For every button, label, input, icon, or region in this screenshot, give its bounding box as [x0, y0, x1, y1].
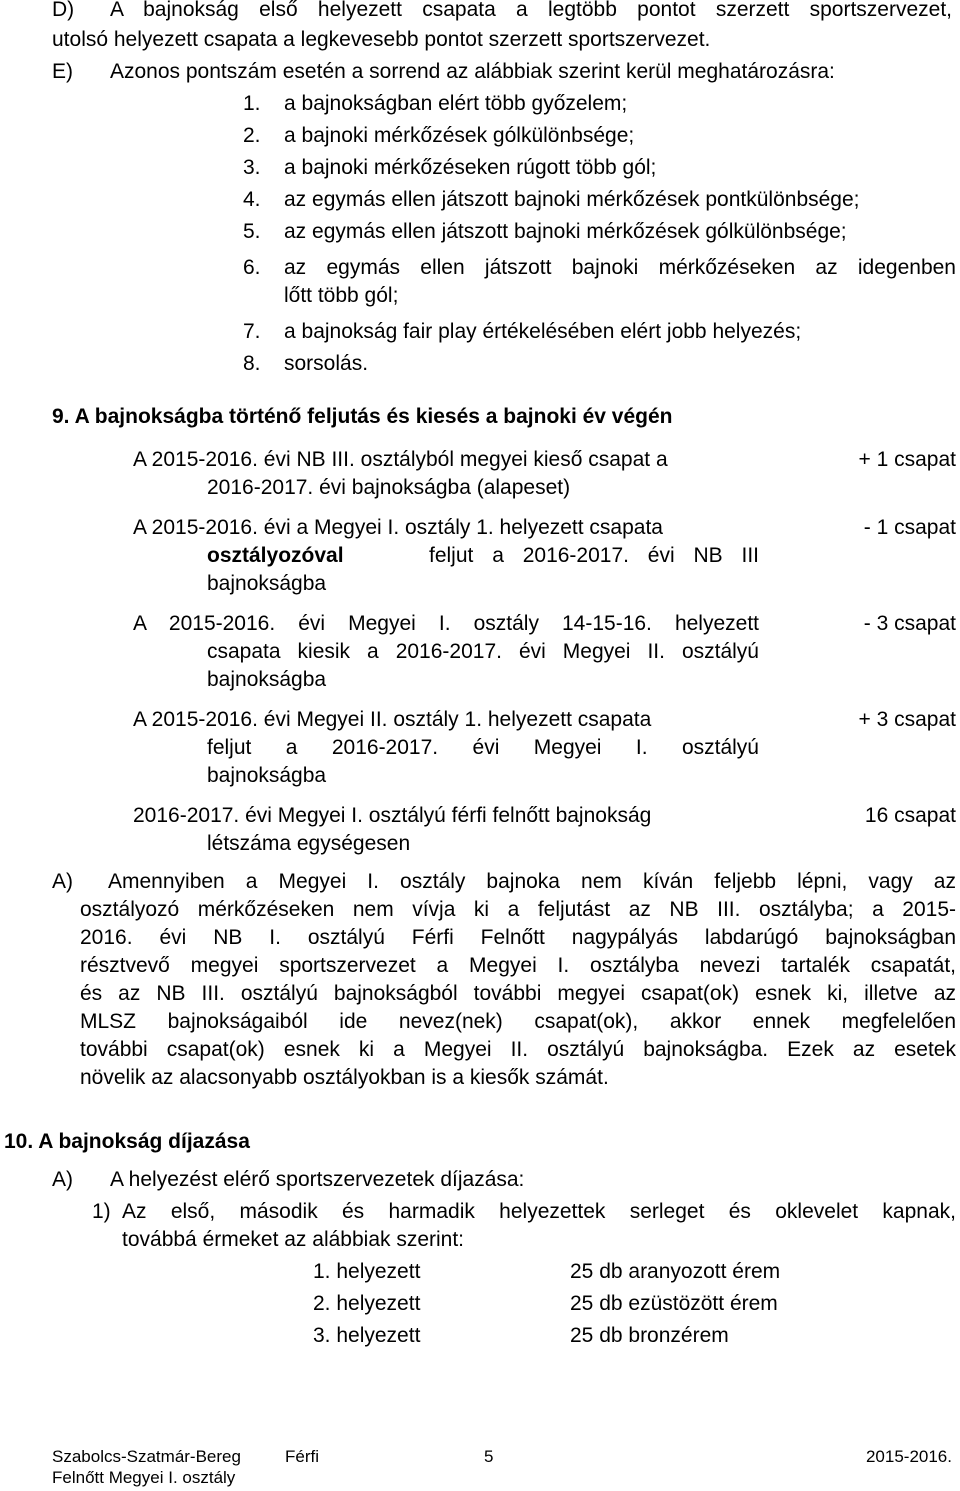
medal-award: 25 db ezüstözött érem — [570, 1292, 778, 1315]
transfer-row-line1: A 2015-2016. évi NB III. osztályból megyei kieső csapat a — [133, 448, 668, 471]
awards-item-line2: továbbá érmeket az alábbiak szerint: — [122, 1228, 465, 1251]
tiebreak-text: a bajnoki mérkőzéseken rúgott több gól; — [284, 156, 657, 179]
clause-a-line: 2016. évi NB I. osztályú Férfi Felnőtt nagypályás labdarúgó bajnokságban — [80, 926, 956, 949]
tiebreak-text: a bajnoki mérkőzések gólkülönbsége; — [284, 124, 635, 147]
transfer-row-value: - 3 csapat — [863, 612, 956, 635]
footer-gender: Férfi — [285, 1447, 319, 1466]
clause-e-text: Azonos pontszám esetén a sorrend az alábbiak szerint kerül meghatározásra: — [110, 60, 835, 83]
medal-place: 2. helyezett — [313, 1292, 421, 1315]
transfer-row-value: - 1 csapat — [863, 516, 956, 539]
clause-d-label: D) — [52, 0, 75, 21]
footer-season: 2015-2016. — [865, 1447, 952, 1466]
transfer-row-line2-rest: feljut a 2016-2017. évi NB III — [410, 544, 759, 567]
medal-place: 1. helyezett — [313, 1260, 421, 1283]
transfer-row-line1: 2016-2017. évi Megyei I. osztályú férfi felnőtt bajnokság — [133, 804, 652, 827]
tiebreak-num: 1. — [243, 92, 261, 115]
clause-a-line: MLSZ bajnokságaiból ide nevez(nek) csapat(ok), akkor ennek megfelelően — [80, 1010, 956, 1033]
transfer-row-line2: 2016-2017. évi bajnokságba (alapeset) — [207, 476, 571, 499]
transfer-row-line2: feljut a 2016-2017. évi Megyei I. osztályú — [207, 736, 759, 759]
tiebreak-num: 6. — [243, 256, 261, 279]
tiebreak-text: az egymás ellen játszott bajnoki mérkőzések gólkülönbsége; — [284, 220, 847, 243]
transfer-row-line2 — [207, 542, 759, 570]
tiebreak-text: sorsolás. — [284, 352, 369, 375]
clause-e-label: E) — [52, 60, 73, 83]
section-10-heading: 10. A bajnokság díjazása — [4, 1130, 250, 1153]
clause-a-line: résztvevő megyei sportszervezet a Megyei I. osztályba nevezi tartalék csapatát, — [80, 954, 956, 977]
tiebreak-num: 4. — [243, 188, 261, 211]
transfer-row-line3: bajnokságba — [207, 764, 327, 787]
bold-term: osztályozóval — [207, 544, 344, 567]
clause-a-line: Amennyiben a Megyei I. osztály bajnoka nem kíván feljebb lépni, vagy az — [108, 870, 956, 893]
tiebreak-text: az egymás ellen játszott bajnoki mérkőzések pontkülönbsége; — [284, 188, 860, 211]
tiebreak-num: 5. — [243, 220, 261, 243]
transfer-row-line1: A 2015-2016. évi a Megyei I. osztály 1. helyezett csapata — [133, 516, 663, 539]
tiebreak-text: az egymás ellen játszott bajnoki mérkőzéseken az idegenben — [284, 256, 956, 279]
awards-item-line1: Az első, második és harmadik helyezettek serleget és oklevelet kapnak, — [122, 1200, 956, 1223]
tiebreak-text: a bajnokságban elért több győzelem; — [284, 92, 628, 115]
tiebreak-num: 2. — [243, 124, 261, 147]
tiebreak-text: a bajnokság fair play értékelésében elért jobb helyezés; — [284, 320, 802, 343]
tiebreak-num: 8. — [243, 352, 261, 375]
transfer-row-line3: bajnokságba — [207, 668, 327, 691]
clause-d-line2: utolsó helyezett csapata a legkevesebb pontot szerzett sportszervezet. — [52, 28, 711, 51]
medal-place: 3. helyezett — [313, 1324, 421, 1347]
medal-award: 25 db bronzérem — [570, 1324, 729, 1347]
transfer-row-line1: A 2015-2016. évi Megyei II. osztály 1. helyezett csapata — [133, 708, 652, 731]
footer-page-number: 5 — [484, 1447, 494, 1466]
tiebreak-num: 3. — [243, 156, 261, 179]
tiebreak-text-cont: lőtt több gól; — [284, 284, 399, 307]
clause-d-line1: A bajnokság első helyezett csapata a legtöbb pontot szerzett sportszervezet, — [110, 0, 952, 21]
transfer-row-line2: létszáma egységesen — [207, 832, 411, 855]
transfer-row-value: + 1 csapat — [858, 448, 956, 471]
clause-a-line: növelik az alacsonyabb osztályokban is a kiesők számát. — [80, 1066, 609, 1089]
transfer-row-line3: bajnokságba — [207, 572, 327, 595]
footer-league: Felnőtt Megyei I. osztály — [52, 1468, 236, 1487]
clause-a-label: A) — [52, 870, 73, 893]
tiebreak-num: 7. — [243, 320, 261, 343]
medal-award: 25 db aranyozott érem — [570, 1260, 781, 1283]
footer-county: Szabolcs-Szatmár-Bereg — [52, 1447, 241, 1466]
awards-a-label: A) — [52, 1168, 73, 1191]
transfer-row-line1: A 2015-2016. évi Megyei I. osztály 14-15-16. helyezett — [133, 612, 759, 635]
awards-item-num: 1) — [92, 1200, 111, 1223]
transfer-row-value: + 3 csapat — [858, 708, 956, 731]
clause-a-line: osztályozó mérkőzéseken nem vívja ki a feljutást az NB III. osztályba; a 2015- — [80, 898, 956, 921]
clause-a-line: további csapat(ok) esnek ki a Megyei II. osztályú bajnokságba. Ezek az esetek — [80, 1038, 956, 1061]
awards-a-text: A helyezést elérő sportszervezetek díjazása: — [110, 1168, 525, 1191]
transfer-row-value: 16 csapat — [864, 804, 956, 827]
section-9-heading: 9. A bajnokságba történő feljutás és kiesés a bajnoki év végén — [52, 405, 673, 428]
transfer-row-line2: csapata kiesik a 2016-2017. évi Megyei II. osztályú — [207, 640, 759, 663]
clause-a-line: és az NB III. osztályú bajnokságból további megyei csapat(ok) esnek ki, illetve az — [80, 982, 956, 1005]
